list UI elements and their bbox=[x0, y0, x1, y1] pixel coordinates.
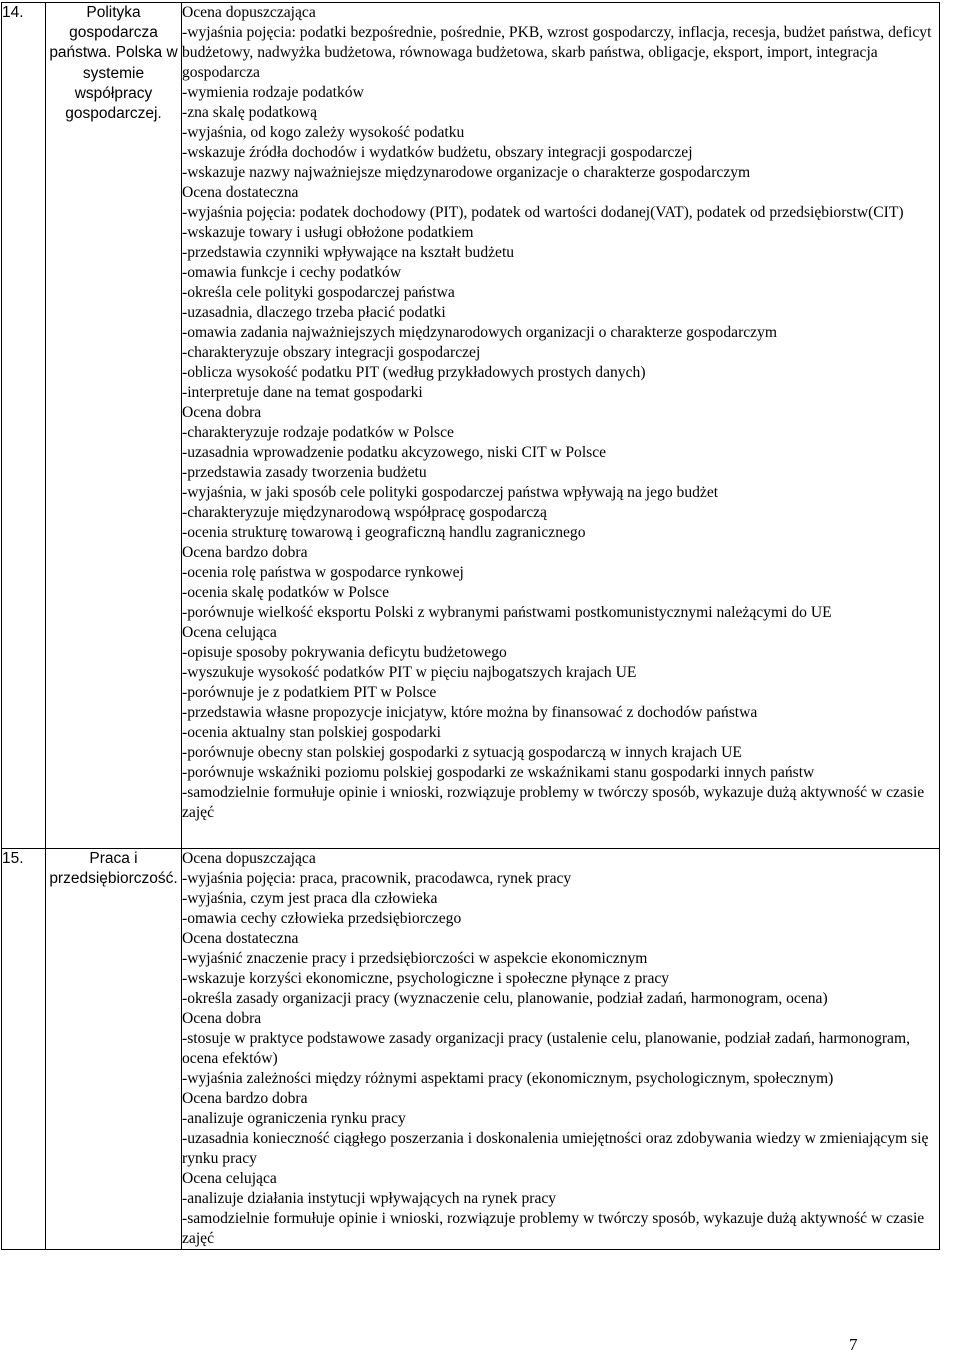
grade-heading: Ocena bardzo dobra bbox=[182, 1090, 308, 1107]
grade-heading: Ocena dostateczna bbox=[182, 930, 299, 947]
requirement-item: -ocenia aktualny stan polskiej gospodarki bbox=[182, 724, 441, 741]
requirement-item: -porównuje obecny stan polskiej gospodarki z sytuacją gospodarczą w innych krajach UE bbox=[182, 744, 742, 761]
requirement-item: -wymienia rodzaje podatków bbox=[182, 84, 364, 101]
requirement-item: -stosuje w praktyce podstawowe zasady organizacji pracy (ustalenie celu, planowanie, podział zadań, harmonogram, ocena efektów) bbox=[182, 1030, 911, 1067]
requirements-cell bbox=[182, 849, 940, 1250]
grade-heading: Ocena celująca bbox=[182, 624, 277, 641]
requirement-item: -wyjaśnia pojęcia: praca, pracownik, pracodawca, rynek pracy bbox=[182, 870, 572, 887]
requirement-item: -charakteryzuje obszary integracji gospodarczej bbox=[182, 344, 481, 361]
requirement-item: -wyjaśnia, w jaki sposób cele polityki gospodarczej państwa wpływają na jego budżet bbox=[182, 484, 719, 501]
requirement-item: -porównuje wskaźniki poziomu polskiej gospodarki ze wskaźnikami stanu gospodarki innych państw bbox=[182, 764, 815, 781]
requirement-item: -oblicza wysokość podatku PIT (według przykładowych prostych danych) bbox=[182, 364, 646, 381]
requirement-item: -wskazuje korzyści ekonomiczne, psychologiczne i społeczne płynące z pracy bbox=[182, 970, 670, 987]
requirement-item: -samodzielnie formułuje opinie i wnioski, rozwiązuje problemy w twórczy sposób, wykazuje dużą aktywność w czasie zajęć bbox=[182, 784, 925, 821]
requirement-item: -zna skalę podatkową bbox=[182, 104, 318, 121]
grade-heading: Ocena celująca bbox=[182, 1170, 277, 1187]
grade-heading: Ocena bardzo dobra bbox=[182, 544, 308, 561]
requirement-item: -interpretuje dane na temat gospodarki bbox=[182, 384, 423, 401]
requirement-item: -wskazuje towary i usługi obłożone podatkiem bbox=[182, 224, 474, 241]
requirement-item: -omawia zadania najważniejszych międzynarodowych organizacji o charakterze gospodarczym bbox=[182, 324, 778, 341]
row-number: 14. bbox=[2, 3, 46, 849]
requirement-item: -analizuje ograniczenia rynku pracy bbox=[182, 1110, 406, 1127]
requirement-item: -porównuje je z podatkiem PIT w Polsce bbox=[182, 684, 437, 701]
topic-cell: Praca i przedsiębiorczość. bbox=[46, 849, 182, 1250]
requirement-item: -charakteryzuje rodzaje podatków w Polsce bbox=[182, 424, 454, 441]
requirement-item: -wskazuje nazwy najważniejsze międzynarodowe organizacje o charakterze gospodarczym bbox=[182, 164, 751, 181]
requirement-item: -uzasadnia konieczność ciągłego poszerzania i doskonalenia umiejętności oraz zdobywania wiedzy w zmieniającym się rynku pracy bbox=[182, 1130, 929, 1167]
requirement-item: -samodzielnie formułuje opinie i wnioski, rozwiązuje problemy w twórczy sposób, wykazuje dużą aktywność w czasie zajęć bbox=[182, 1210, 925, 1247]
requirement-item: -analizuje działania instytucji wpływających na rynek pracy bbox=[182, 1190, 557, 1207]
requirement-item: -ocenia rolę państwa w gospodarce rynkowej bbox=[182, 564, 464, 581]
page-number: 7 bbox=[849, 1335, 858, 1354]
requirement-item: -charakteryzuje międzynarodową współpracę gospodarczą bbox=[182, 504, 547, 521]
requirement-item: -wyszukuje wysokość podatków PIT w pięciu najbogatszych krajach UE bbox=[182, 664, 637, 681]
requirements-table bbox=[1, 2, 940, 1250]
requirement-item: -ocenia skalę podatków w Polsce bbox=[182, 584, 389, 601]
requirement-item: -przedstawia czynniki wpływające na kształt budżetu bbox=[182, 244, 515, 261]
requirement-item: -wyjaśnia zależności między różnymi aspektami pracy (ekonomicznym, psychologicznym, społecznym) bbox=[182, 1070, 834, 1087]
requirement-item: -ocenia strukturę towarową i geograficzną handlu zagranicznego bbox=[182, 524, 586, 541]
requirement-item: -uzasadnia wprowadzenie podatku akcyzowego, niski CIT w Polsce bbox=[182, 444, 607, 461]
requirement-item: -omawia cechy człowieka przedsiębiorczego bbox=[182, 910, 462, 927]
requirement-item: -wyjaśnić znaczenie pracy i przedsiębiorczości w aspekcie ekonomicznym bbox=[182, 950, 648, 967]
requirement-item: -wyjaśnia, od kogo zależy wysokość podatku bbox=[182, 124, 465, 141]
requirement-item: -wskazuje źródła dochodów i wydatków budżetu, obszary integracji gospodarczej bbox=[182, 144, 693, 161]
requirement-item: -określa zasady organizacji pracy (wyznaczenie celu, planowanie, podział zadań, harmonogram, ocena) bbox=[182, 990, 828, 1007]
topic-cell: Polityka gospodarcza państwa. Polska w systemie współpracy gospodarczej. bbox=[46, 3, 182, 849]
requirement-item: -uzasadnia, dlaczego trzeba płacić podatki bbox=[182, 304, 446, 321]
grade-heading: Ocena dopuszczająca bbox=[182, 850, 316, 867]
requirement-item: -wyjaśnia pojęcia: podatek dochodowy (PIT), podatek od wartości dodanej(VAT), podatek od przedsiębiorstw(CIT) bbox=[182, 204, 904, 221]
requirement-item: -określa cele polityki gospodarczej państwa bbox=[182, 284, 455, 301]
row-number: 15. bbox=[2, 849, 46, 1250]
grade-heading: Ocena dopuszczająca bbox=[182, 4, 316, 21]
requirement-item: -opisuje sposoby pokrywania deficytu budżetowego bbox=[182, 644, 507, 661]
table-row bbox=[2, 3, 940, 849]
requirement-item: -wyjaśnia pojęcia: podatki bezpośrednie, pośrednie, PKB, wzrost gospodarczy, inflacja, recesja, budżet państwa, deficyt budżetowy, nadwyżka budżetowa, równowaga budżetowa, skarb państwa, obligacje, eksport, import, integracja gospodarcza bbox=[182, 24, 932, 81]
grade-heading: Ocena dostateczna bbox=[182, 184, 299, 201]
requirement-item: -porównuje wielkość eksportu Polski z wybranymi państwami postkomunistycznymi należącymi do UE bbox=[182, 604, 832, 621]
requirement-item: -przedstawia zasady tworzenia budżetu bbox=[182, 464, 427, 481]
requirements-cell bbox=[182, 3, 940, 849]
grade-heading: Ocena dobra bbox=[182, 1010, 262, 1027]
grade-heading: Ocena dobra bbox=[182, 404, 262, 421]
requirement-item: -przedstawia własne propozycje inicjatyw, które można by finansować z dochodów państwa bbox=[182, 704, 758, 721]
table-row bbox=[2, 849, 940, 1250]
requirement-item: -wyjaśnia, czym jest praca dla człowieka bbox=[182, 890, 438, 907]
requirement-item: -omawia funkcje i cechy podatków bbox=[182, 264, 402, 281]
